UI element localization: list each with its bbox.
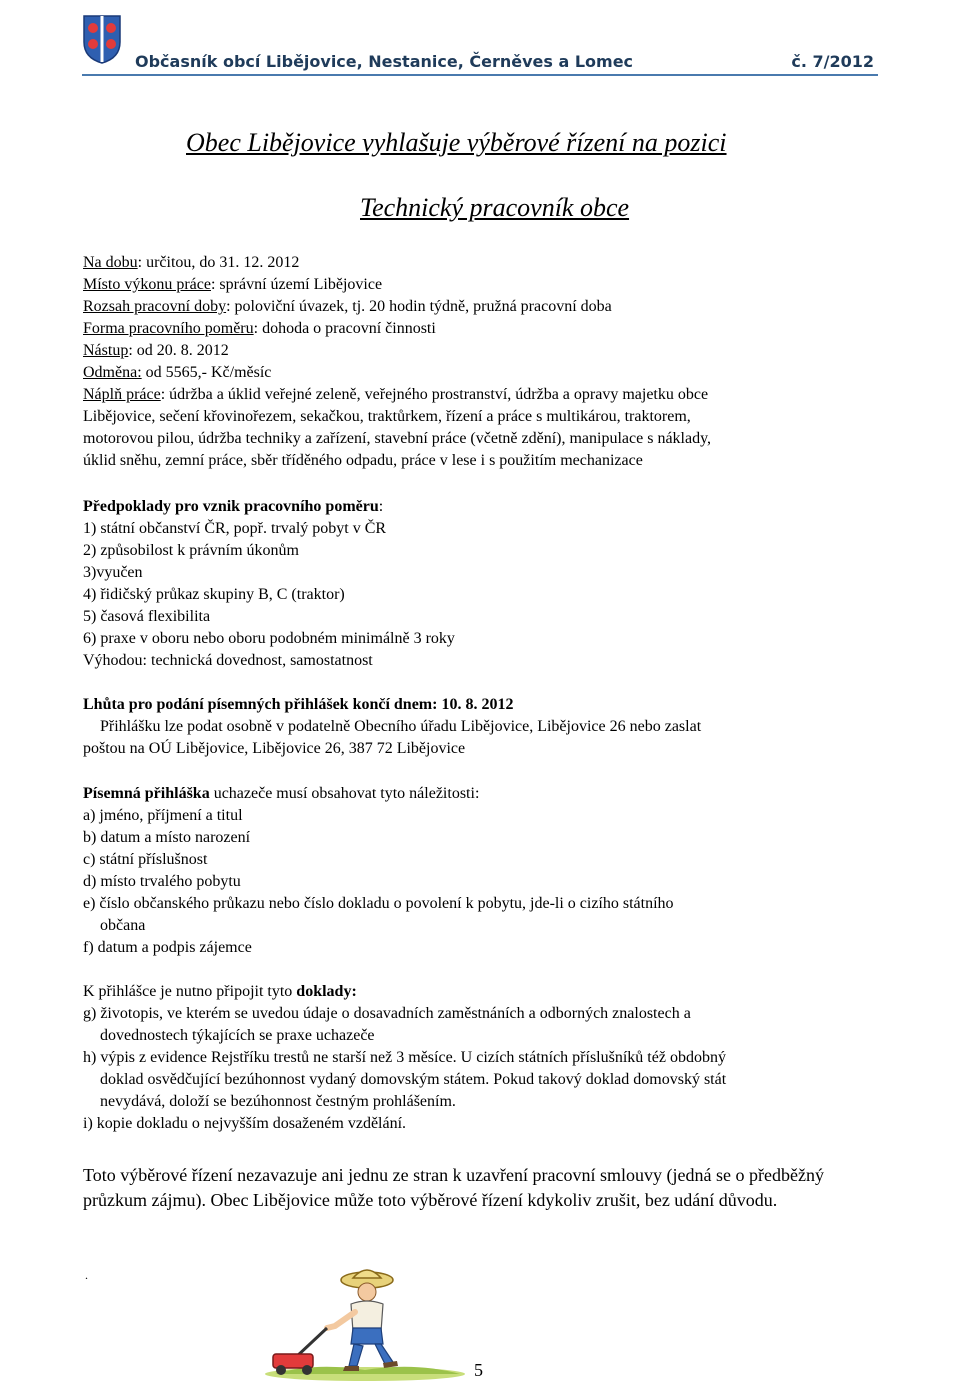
start-value: : od 20. 8. 2012: [128, 342, 229, 359]
deadline-text: Přihlášku lze podat osobně v podatelně Obecního úřadu Libějovice, Libějovice 26 nebo zaslat: [100, 718, 702, 735]
detail-hours: [83, 296, 863, 318]
location-label: Místo výkonu práce: [83, 276, 211, 293]
start-label: Nástup: [83, 342, 129, 359]
salary-label: Odměna:: [83, 364, 142, 381]
requirement-item: 6) praxe v oboru nebo oboru podobném minimálně 3 roky: [83, 630, 455, 647]
deadline-text: poštou na OÚ Libějovice, Libějovice 26, 387 72 Libějovice: [83, 740, 466, 757]
requirement-item: 3)vyučen: [83, 564, 143, 581]
deadline-heading: Lhůta pro podání písemných přihlášek končí dnem: 10. 8. 2012: [83, 696, 514, 713]
application-heading: Písemná přihláška uchazeče musí obsahovat tyto náležitosti:: [83, 785, 480, 802]
advantage-note: Výhodou: technická dovednost, samostatnost: [83, 652, 373, 669]
duties-text: motorovou pilou, údržba techniky a zařízení, stavební práce (včetně zdění), manipulace s náklady,: [83, 430, 712, 447]
salary-value: od 5565,- Kč/měsíc: [141, 364, 272, 381]
location-value: : správní území Libějovice: [210, 276, 383, 293]
municipal-crest-icon: [82, 14, 122, 64]
documents-section: [83, 981, 863, 1135]
page-header: [0, 0, 960, 80]
requirements-section: [83, 496, 863, 672]
hours-value: : poloviční úvazek, tj. 20 hodin týdně, pružná pracovní doba: [226, 298, 612, 315]
job-details: [83, 252, 863, 472]
duties-label: Náplň práce: [83, 386, 161, 403]
document-item: doklad osvědčující bezúhonnost vydaný domovským státem. Pokud takový doklad domovský stát: [100, 1071, 727, 1088]
detail-salary: [83, 362, 863, 384]
requirements-heading: Předpoklady pro vznik pracovního poměru:: [83, 498, 384, 515]
contract-label: Forma pracovního poměru: [83, 320, 254, 337]
duties-text: úklid sněhu, zemní práce, sběr tříděného odpadu, práce v lese i s použitím mechanizace: [83, 452, 643, 469]
requirement-item: 4) řidičský průkaz skupiny B, C (traktor): [83, 586, 345, 603]
application-item: e) číslo občanského průkazu nebo číslo dokladu o povolení k pobytu, jde-li o cizího státního: [83, 895, 674, 912]
detail-start: [83, 340, 863, 362]
page-title: Obec Libějovice vyhlašuje výběrové řízení na pozici: [186, 128, 727, 157]
detail-location: [83, 274, 863, 296]
application-item: b) datum a místo narození: [83, 829, 251, 846]
disclaimer-note: Toto výběrové řízení nezavazuje ani jednu ze stran k uzavření pracovní smlouvy (jedná se o předběžný průzkum zájmu). Obec Libějovice může toto výběrové řízení kdykoliv zrušit, bez udání důvodu.: [83, 1165, 824, 1210]
newsletter-title: Občasník obcí Libějovice, Nestanice, Černěves a Lomec: [135, 52, 634, 71]
issue-number: č. 7/2012: [791, 52, 874, 71]
documents-heading: K přihlášce je nutno připojit tyto doklady:: [83, 983, 357, 1000]
document-item: h) výpis z evidence Rejstříku trestů ne starší než 3 měsíce. U cizích státních příslušníků též obdobný: [83, 1049, 726, 1066]
requirement-item: 5) časová flexibilita: [83, 608, 211, 625]
requirement-item: 2) způsobilost k právním úkonům: [83, 542, 299, 559]
position-title: Technický pracovník obce: [360, 193, 630, 222]
application-item: občana: [100, 917, 146, 934]
application-section: [83, 783, 863, 959]
term-label: Na dobu: [83, 254, 138, 271]
application-item: d) místo trvalého pobytu: [83, 873, 241, 890]
duties-text: : údržba a úklid veřejné zeleně, veřejného prostranství, údržba a opravy majetku obce: [160, 386, 709, 403]
duties-text: Libějovice, sečení křovinořezem, sekačkou, traktůrkem, řízení a práce s multikárou, traktorem,: [83, 408, 691, 425]
detail-contract: [83, 318, 863, 340]
deadline-section: [83, 694, 863, 760]
term-value: : určitou, do 31. 12. 2012: [137, 254, 300, 271]
contract-value: : dohoda o pracovní činnosti: [253, 320, 436, 337]
requirement-item: 1) státní občanství ČR, popř. trvalý pobyt v ČR: [83, 520, 387, 537]
document-item: i) kopie dokladu o nejvyšším dosaženém vzdělání.: [83, 1115, 407, 1132]
document-item: dovednostech týkajících se praxe uchazeče: [100, 1027, 375, 1044]
lawnmower-man-icon: [255, 1262, 470, 1382]
hours-label: Rozsah pracovní doby: [83, 298, 227, 315]
document-item: nevydává, doloží se bezúhonnost čestným prohlášením.: [100, 1093, 456, 1110]
page-number: 5: [474, 1360, 483, 1380]
application-item: a) jméno, příjmení a titul: [83, 807, 243, 824]
detail-term: [83, 252, 863, 274]
stray-dot: .: [85, 1268, 88, 1282]
header-divider: [82, 74, 878, 76]
document-item: g) životopis, ve kterém se uvedou údaje o dosavadních zaměstnáních a odborných znalostech a: [83, 1005, 691, 1022]
detail-duties: [83, 384, 863, 406]
application-item: f) datum a podpis zájemce: [83, 939, 252, 956]
application-item: c) státní příslušnost: [83, 851, 208, 868]
